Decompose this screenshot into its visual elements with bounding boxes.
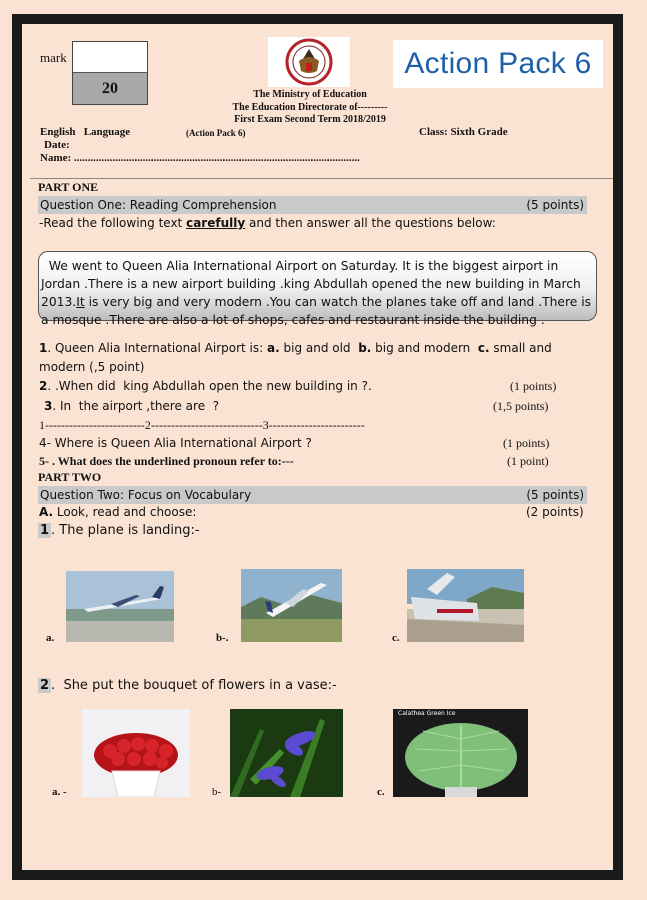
mark-score-field[interactable] — [73, 42, 147, 73]
ministry-title: The Ministry of Education — [253, 89, 367, 100]
question-4-points: (1 points) — [503, 436, 550, 450]
section-a-points: (2 points) — [526, 505, 584, 519]
item-text: . She put the bouquet of flowers in a vase:- — [51, 678, 337, 693]
photo-plane-crash[interactable] — [407, 569, 524, 642]
question-text: . In the airport ,there are ? — [52, 399, 220, 413]
mark-label: mark — [40, 50, 67, 65]
mark-total: 20 — [73, 73, 147, 104]
photo-roses-vase[interactable] — [82, 709, 190, 797]
instruction-emphasis: carefully — [186, 216, 246, 230]
reading-passage — [41, 257, 593, 329]
question-1 — [39, 341, 552, 355]
item1-option-b[interactable]: b-. — [216, 632, 229, 644]
mark-box — [72, 41, 148, 105]
question-two-title: Question Two: Focus on Vocabulary — [40, 488, 252, 502]
book-label: (Action Pack 6) — [186, 128, 246, 138]
exam-title: First Exam Second Term 2018/2019 — [234, 114, 386, 125]
option-b[interactable]: big and modern — [371, 341, 478, 355]
question-two-header — [38, 486, 587, 504]
photo-caption: Calathea Green Ice — [398, 710, 456, 717]
photo-plane-landing[interactable] — [66, 571, 174, 642]
question-one-header — [38, 196, 587, 214]
reading-instruction — [39, 216, 496, 230]
item-number: 1 — [40, 523, 50, 538]
item1-option-c[interactable]: c. — [392, 632, 400, 644]
header-divider — [30, 178, 613, 179]
question-number: 2 — [39, 379, 48, 393]
option-b-label: b. — [358, 341, 372, 355]
item2-option-b[interactable]: b- — [212, 786, 222, 798]
question-3-blanks[interactable]: 1-------------------------2----------------------------3------------------------ — [39, 418, 365, 432]
instruction-text: -Read the following text — [39, 216, 187, 230]
passage-line: Jordan .There is a new airport building .king Abdullah opened the new building in March — [41, 277, 581, 291]
question-two-points: (5 points) — [526, 488, 584, 502]
item-number: 2 — [40, 678, 50, 693]
date-label: Date: — [44, 139, 70, 151]
option-c[interactable]: small and — [489, 341, 552, 355]
vocab-item-1 — [38, 523, 200, 538]
underlined-pronoun: It — [76, 295, 85, 309]
name-field[interactable]: Name: ........................................................................................................ — [40, 152, 360, 164]
photo-iris-flowers[interactable] — [230, 709, 343, 797]
class-label: Class: Sixth Grade — [419, 126, 508, 138]
question-3 — [44, 399, 219, 413]
option-a[interactable]: big and old — [279, 341, 359, 355]
action-pack-logo: Action Pack 6 — [393, 40, 603, 88]
section-a-label: A. — [39, 505, 54, 519]
subject-label: English Language — [40, 126, 131, 138]
instruction-text-end: and then answer all the questions below: — [245, 216, 496, 230]
part-two-title: PART TWO — [38, 470, 102, 484]
question-one-points: (5 points) — [526, 198, 584, 212]
question-5-points: (1 point) — [507, 454, 549, 468]
question-5: 5- . What does the underlined pronoun refer to:--- — [39, 454, 294, 468]
directorate-title: The Education Directorate of--------- — [232, 102, 388, 113]
question-1-line2: modern (,5 point) — [39, 360, 145, 374]
option-c-label: c. — [477, 341, 490, 355]
question-2 — [39, 379, 372, 393]
question-3-points: (1,5 points) — [493, 399, 549, 413]
part-one-title: PART ONE — [38, 180, 99, 194]
photo-plane-takeoff[interactable] — [241, 569, 342, 642]
question-2-points: (1 points) — [510, 379, 557, 393]
question-one-title: Question One: Reading Comprehension — [40, 198, 277, 212]
section-a — [39, 505, 196, 519]
reading-passage-box — [38, 251, 597, 327]
question-number: 1 — [39, 341, 48, 355]
question-text: . Queen Alia International Airport is: — [47, 341, 268, 355]
photo-leaf[interactable] — [393, 709, 528, 797]
passage-line: a mosque .There are also a lot of shops, cafes and restaurant inside the building . — [41, 313, 545, 327]
question-4: 4- Where is Queen Alia International Airport ? — [39, 436, 312, 450]
option-a-label: a. — [267, 341, 280, 355]
item2-option-a[interactable]: a. - — [52, 786, 67, 798]
item-text: . The plane is landing:- — [51, 523, 200, 538]
passage-line: We went to Queen Alia International Airport on Saturday. It is the biggest airport in — [41, 259, 559, 273]
question-number: 3 — [44, 399, 53, 413]
question-text: . .When did king Abdullah open the new building in ?. — [47, 379, 372, 393]
section-a-text: Look, read and choose: — [53, 505, 197, 519]
item2-option-c[interactable]: c. — [377, 786, 385, 798]
item1-option-a[interactable]: a. — [46, 632, 55, 644]
vocab-item-2 — [38, 678, 337, 693]
ministry-seal — [268, 37, 350, 87]
passage-line: 2013. — [41, 295, 77, 309]
passage-line: is very big and very modern .You can watch the planes take off and land .There is — [84, 295, 592, 309]
